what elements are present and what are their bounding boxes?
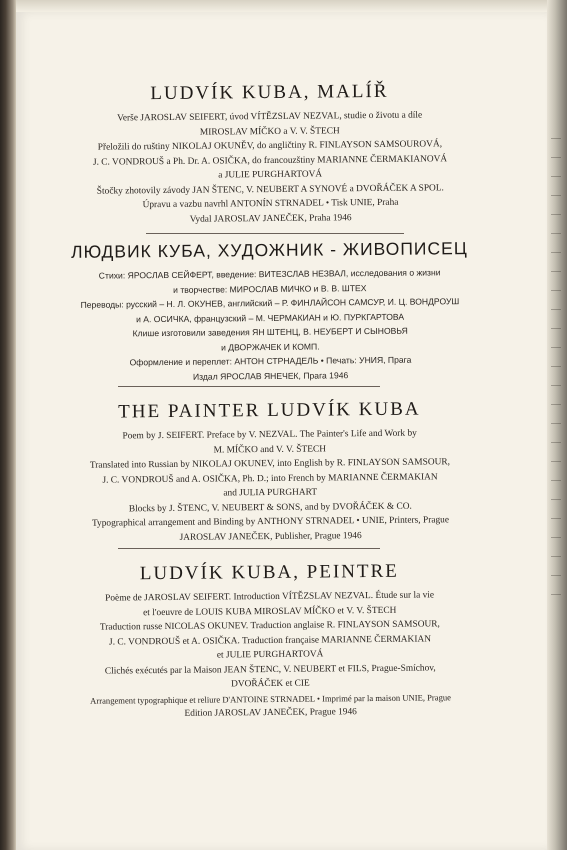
divider: [118, 548, 380, 549]
page-top-edge: [14, 0, 549, 12]
book-spine-shadow: [0, 0, 16, 850]
section-title: LUDVÍK KUBA, MALÍŘ: [150, 80, 389, 105]
credit-line: M. MÍČKO and V. V. ŠTECH: [213, 443, 327, 456]
credit-line: Úpravu a vazbu navrhl ANTONÍN STRNADEL • Tisk UNIE, Praha: [142, 197, 399, 211]
credit-line: Стихи: ЯРОСЛАВ СЕЙФЕРТ, введение: ВИТЕЗСЛАВ НЕЗВАЛ, исследования о жизни: [98, 267, 441, 281]
book-page: [16, 12, 547, 850]
section-french: [39, 560, 501, 723]
credit-line: Verše JAROSLAV SEIFERT, úvod VÍTĚZSLAV NEZVAL, studie o životu a díle: [117, 110, 423, 124]
credit-line: Arrangement typographique et reliure D'ANTOINE STRNADEL • Imprimé par la maison UNIE, Prague: [90, 691, 452, 706]
credit-line: и творчестве: МИРОСЛАВ МИЧКО и В. В. ШТЕХ: [173, 282, 367, 295]
credit-line: Переводы: русский – Н. Л. ОКУНЕВ, английский – Р. ФИНЛАЙСОН САМСУР, И. Ц. ВОНДРОУШ: [80, 296, 460, 310]
credit-line: et l'oeuvre de LOUIS KUBA MIROSLAV MÍČKO et V. V. ŠTECH: [143, 605, 397, 618]
credit-line: Издал ЯРОСЛАВ ЯНЕЧЕК, Прага 1946: [192, 369, 349, 382]
credit-line: a JULIE PURGHARTOVÁ: [218, 169, 323, 181]
section-russian: [39, 238, 500, 385]
credit-line: Клише изготовили заведения ЯН ШТЕНЦ, В. НЕУБЕРТ И СЫНОВЬЯ: [132, 325, 408, 339]
credit-line: Přeložili do ruštiny NIKOLAJ OKUNĚV, do angličtiny R. FINLAYSON SAMSOUROVÁ,: [97, 139, 443, 153]
section-english: [39, 398, 500, 546]
credit-line: и А. ОСИЧКА, французский – М. ЧЕРМАКИАН и Ю. ПУРКГАРТОВА: [136, 311, 405, 324]
credit-line: Traduction russe NICOLAS OKUNEV. Traduction anglaise R. FINLAYSON SAMSOUR,: [99, 619, 440, 633]
credit-line: J. C. VONDROUŠ a Ph. Dr. A. OSIČKA, do francouzštiny MARIANNE ČERMAKIANOVÁ: [92, 153, 448, 168]
credit-line: Poem by J. SEIFERT. Preface by V. NEZVAL. The Painter's Life and Work by: [122, 428, 417, 442]
credit-line: Blocks by J. ŠTENC, V. NEUBERT & SONS, and by DVOŘÁČEK & CO.: [128, 501, 412, 514]
credit-line: Edition JAROSLAV JANEČEK, Prague 1946: [184, 707, 357, 719]
credit-line: Clichés exécutés par la Maison JEAN ŠTENC, V. NEUBERT et FILS, Prague-Smíchov,: [104, 662, 436, 677]
divider: [146, 233, 404, 234]
credit-line: Typographical arrangement and Binding by ANTHONY STRNADEL • UNIE, Printers, Prague: [91, 515, 450, 529]
section-title: ЛЮДВИК КУБА, ХУДОЖНИК - ЖИВОПИСЕЦ: [71, 238, 468, 262]
section-czech: [39, 80, 500, 228]
divider: [118, 386, 380, 387]
credit-line: MIROSLAV MÍČKO a V. V. ŠTECH: [199, 125, 340, 138]
credit-line: J. C. VONDROUŠ and A. OSIČKA, Ph. D.; into French by MARIANNE ČERMAKIAN: [102, 471, 438, 486]
credit-line: и ДВОРЖАЧЕК И КОМП.: [221, 341, 320, 352]
credit-line: J. C. VONDROUŠ et A. OSIČKA. Traduction française MARIANNE ČERMAKIAN: [108, 633, 432, 648]
section-title: LUDVÍK KUBA, PEINTRE: [139, 560, 399, 585]
credit-line: et JULIE PURGHARTOVÁ: [216, 649, 324, 661]
facing-page-edge: [551, 120, 561, 600]
section-title: THE PAINTER LUDVÍK KUBA: [118, 398, 421, 423]
credit-line: JAROSLAV JANEČEK, Publisher, Prague 1946: [179, 530, 362, 543]
credit-line: DVOŘÁČEK et CIE: [231, 678, 310, 690]
credit-line: Vydal JAROSLAV JANEČEK, Praha 1946: [189, 212, 352, 225]
credit-line: Štočky zhotovily závody JAN ŠTENC, V. NEUBERT A SYNOVÉ a DVOŘÁČEK A SPOL.: [96, 182, 444, 197]
credit-line: Poème de JAROSLAV SEIFERT. Introduction VÍTĚZSLAV NEZVAL. Étude sur la vie: [105, 590, 435, 604]
credit-line: Оформление и переплет: АНТОН СТРНАДЕЛЬ • Печать: УНИЯ, Прага: [129, 354, 412, 368]
credit-line: and JULIA PURGHART: [223, 487, 318, 499]
credit-line: Translated into Russian by NIKOLAJ OKUNEV, into English by R. FINLAYSON SAMSOUR,: [89, 457, 451, 471]
